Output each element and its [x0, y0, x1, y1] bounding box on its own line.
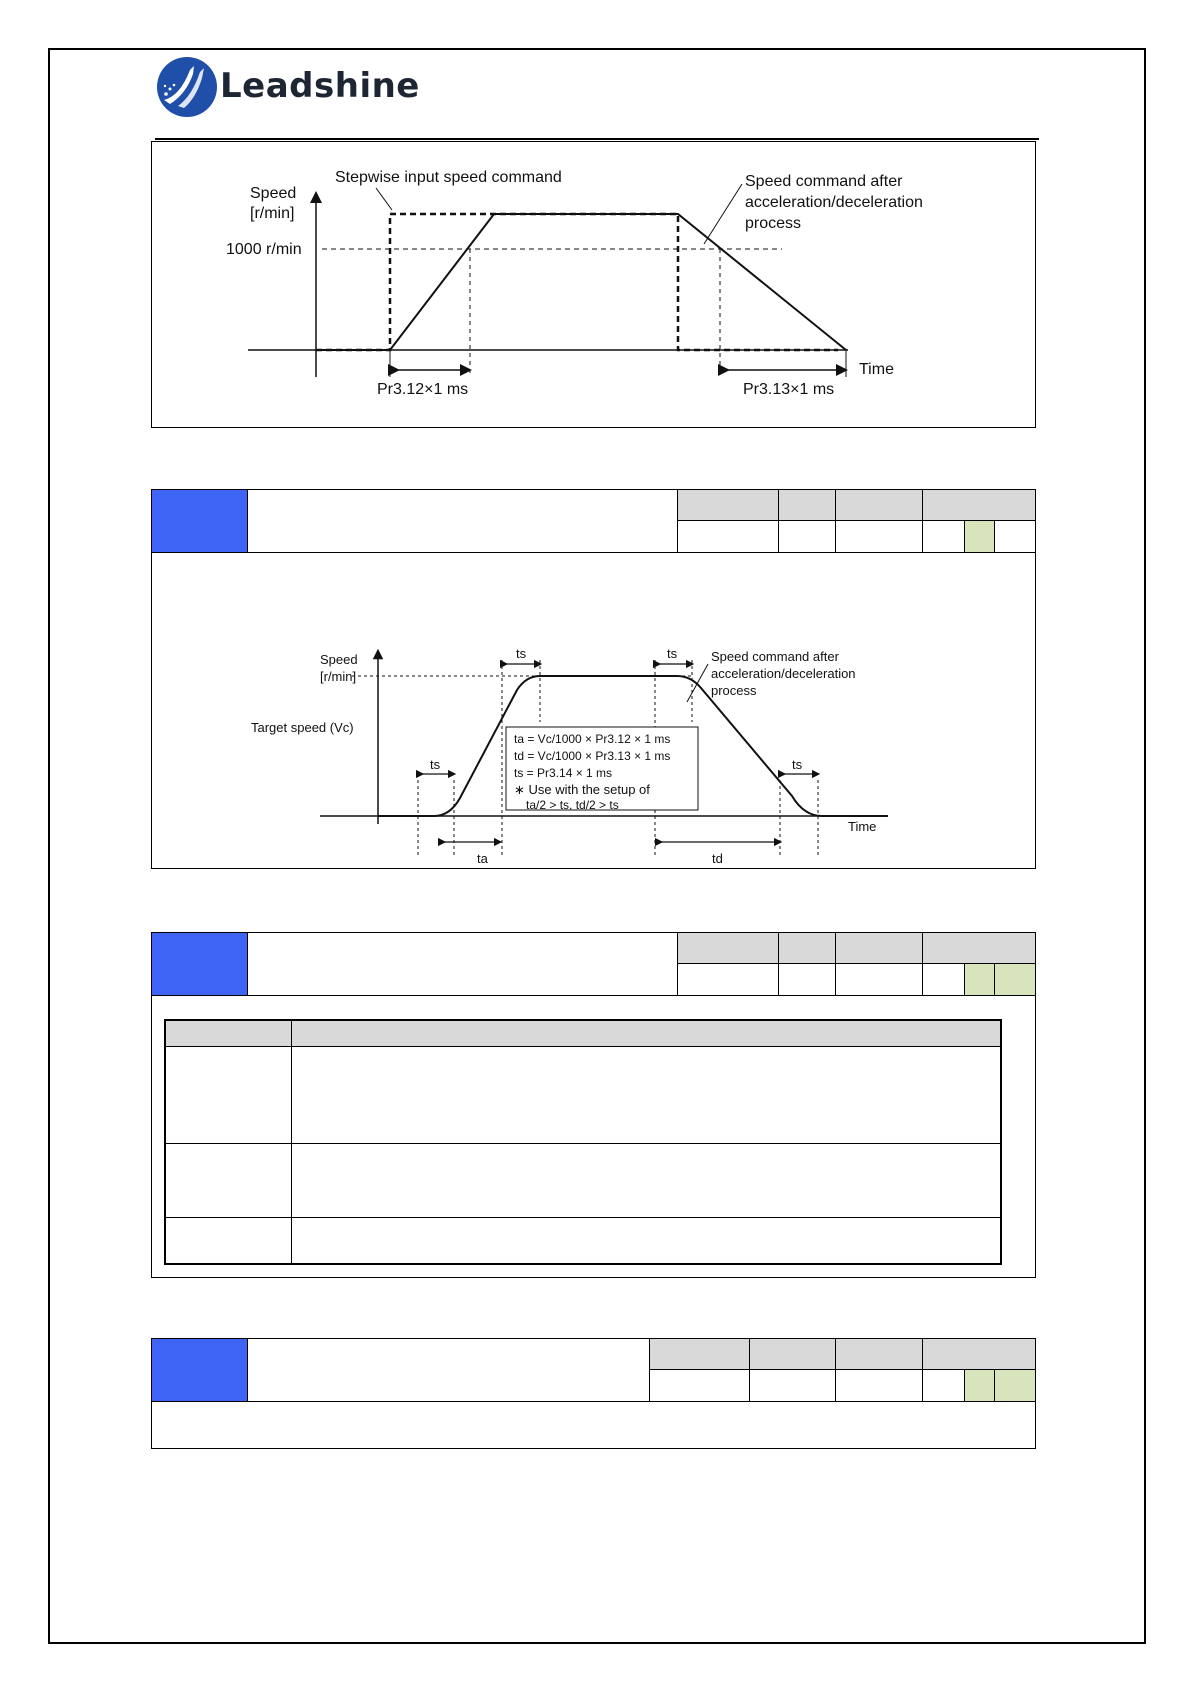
- mode-flag-cell: [964, 521, 994, 552]
- param-header-1: [152, 490, 1035, 553]
- decel-label: Pr3.13×1 ms: [743, 381, 835, 398]
- ta-label: ta: [477, 851, 488, 866]
- figure1-box: [151, 141, 1036, 428]
- grid-head-cell: [835, 490, 922, 521]
- leadshine-logo: [156, 56, 420, 122]
- grid-head-cell: [778, 490, 835, 521]
- formula-td: td = Vc/1000 × Pr3.13 × 1 ms: [514, 749, 671, 763]
- grid-head-cell: [922, 1339, 1035, 1370]
- y-label-unit: [r/min]: [320, 669, 357, 684]
- grid-head-cell: [749, 1339, 835, 1370]
- curve-label-1: Speed command after: [711, 649, 839, 664]
- mode-flag-cell: [964, 964, 994, 995]
- grid-value-cell: [677, 964, 778, 995]
- ref-speed-label: 1000 r/min: [226, 241, 302, 258]
- step-label: Stepwise input speed command: [335, 169, 562, 186]
- curve-label-3: process: [745, 215, 802, 232]
- grid-value-cell: [922, 521, 964, 552]
- attribute-grid: [677, 933, 1035, 995]
- param-block-1: [151, 489, 1036, 869]
- stepwise-command-line: [316, 214, 838, 350]
- figure1-diagram: [152, 142, 1037, 429]
- param-id-cell: [152, 933, 248, 995]
- header-rule: [155, 138, 1039, 140]
- x-label-time: Time: [859, 361, 894, 378]
- grid-value-cell: [749, 1370, 835, 1401]
- grid-value-cell: [922, 1370, 964, 1401]
- brand-name: Leadshine: [220, 66, 420, 106]
- grid-head-cell: [677, 933, 778, 964]
- figure2-diagram: [152, 552, 1037, 870]
- accel-label: Pr3.12×1 ms: [377, 381, 469, 398]
- mode-flag-cell: [994, 521, 1035, 552]
- logo-emblem-icon: [156, 56, 218, 118]
- target-speed-label: Target speed (Vc): [251, 720, 354, 735]
- grid-head-cell: [778, 933, 835, 964]
- curve-leader: [704, 184, 742, 244]
- param-id-cell: [152, 490, 248, 552]
- grid-head-cell: [835, 933, 922, 964]
- formula-ta: ta = Vc/1000 × Pr3.12 × 1 ms: [514, 732, 671, 746]
- curve-label-3: process: [711, 683, 757, 698]
- speed-command-curve: [316, 214, 846, 350]
- y-label-unit: [r/min]: [250, 205, 295, 222]
- grid-value-cell: [649, 1370, 749, 1401]
- ts-label: ts: [516, 646, 527, 661]
- setup-note: ∗ Use with the setup of: [514, 782, 650, 797]
- grid-head-cell: [677, 490, 778, 521]
- grid-value-cell: [778, 964, 835, 995]
- mode-flag-cell: [964, 1370, 994, 1401]
- ts-label: ts: [430, 757, 441, 772]
- mode-flag-cell: [994, 1370, 1035, 1401]
- grid-head-cell: [922, 933, 1035, 964]
- attribute-grid: [649, 1339, 1035, 1401]
- mode-flag-cell: [994, 964, 1035, 995]
- setup-condition: ta/2 > ts, td/2 > ts: [526, 798, 619, 812]
- grid-value-cell: [677, 521, 778, 552]
- table-column-divider: [291, 1021, 292, 1263]
- y-label-speed: Speed: [250, 185, 297, 202]
- param-id-cell: [152, 1339, 248, 1401]
- settings-table: [164, 1019, 1002, 1265]
- grid-value-cell: [835, 964, 922, 995]
- param-header-3: [152, 1339, 1035, 1402]
- curve-label-2: acceleration/deceleration: [745, 194, 923, 211]
- ts-label: ts: [792, 757, 803, 772]
- curve-label-2: acceleration/deceleration: [711, 666, 856, 681]
- curve-label-1: Speed command after: [745, 173, 903, 190]
- step-leader: [376, 188, 392, 210]
- grid-head-cell: [835, 1339, 922, 1370]
- formula-ts: ts = Pr3.14 × 1 ms: [514, 766, 613, 780]
- param-block-2: [151, 932, 1036, 1278]
- ts-label: ts: [667, 646, 678, 661]
- attribute-grid: [677, 490, 1035, 552]
- grid-value-cell: [778, 521, 835, 552]
- grid-head-cell: [922, 490, 1035, 521]
- param-header-2: [152, 933, 1035, 996]
- grid-value-cell: [835, 1370, 922, 1401]
- curve-leader: [687, 664, 708, 702]
- x-label-time: Time: [848, 819, 877, 834]
- param-block-3: [151, 1338, 1036, 1449]
- grid-value-cell: [922, 964, 964, 995]
- y-label-speed: Speed: [320, 652, 358, 667]
- grid-head-cell: [649, 1339, 749, 1370]
- grid-value-cell: [835, 521, 922, 552]
- td-label: td: [712, 851, 723, 866]
